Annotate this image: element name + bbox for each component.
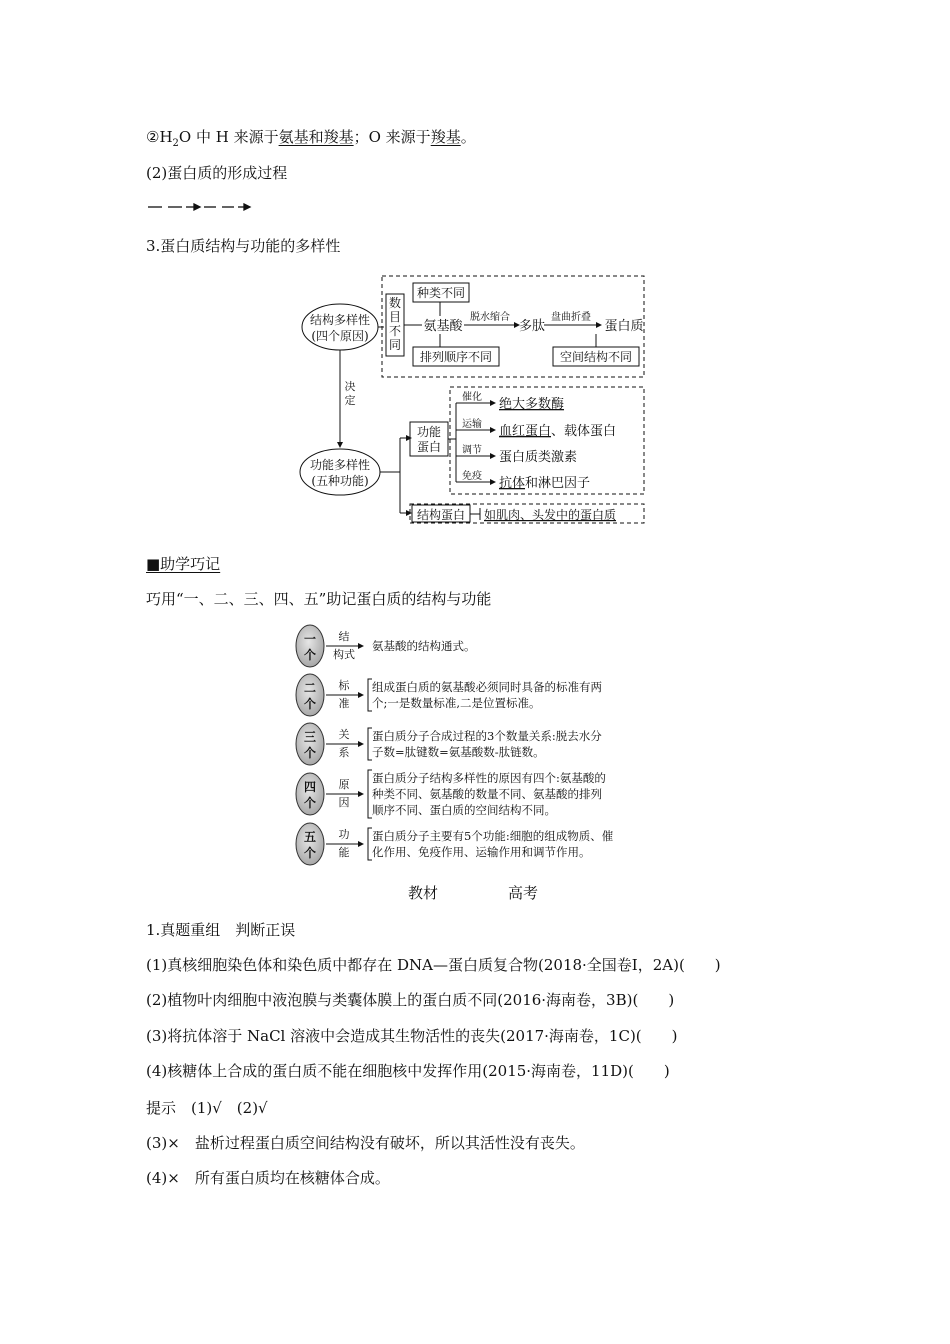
question-2: (2)植物叶肉细胞中液泡膜与类囊体膜上的蛋白质不同(2016·海南卷，3B)( ) xyxy=(146,991,675,1009)
function-protein-line1: 功能 xyxy=(416,425,442,439)
answer-blank-1: 氨基和羧基 xyxy=(278,128,354,146)
text-part: ②H xyxy=(146,128,173,146)
mnemonic-key-char: 构式 xyxy=(333,648,355,661)
immune-label: 免疫 xyxy=(462,471,482,482)
structure-oval-line1: 结构多样性 xyxy=(309,313,371,327)
mnemonic-row xyxy=(296,625,476,667)
space-label: 空间结构不同 xyxy=(559,350,633,364)
mnemonic-number-char: 五 xyxy=(303,830,317,844)
mnemonic-text-line: 组成蛋白质的氨基酸必须同时具备的标准有两 xyxy=(372,680,602,694)
order-label: 排列顺序不同 xyxy=(419,350,493,364)
text-part: 。 xyxy=(460,128,476,146)
question-3: (3)将抗体溶于 NaCl 溶液中会造成其生物活性的丧失(2017·海南卷，1C)( ) xyxy=(146,1027,678,1045)
mnemonic-row xyxy=(296,823,614,865)
mnemonic-row xyxy=(296,770,606,818)
mnemonic-text-line: 蛋白质分子主要有5个功能:细胞的组成物质、催 xyxy=(372,829,614,843)
protein-diversity-diagram xyxy=(290,270,650,532)
mnemonic-key-char: 能 xyxy=(338,846,350,859)
mnemonic-text-line: 种类不同、氨基酸的数量不同、氨基酸的排列 xyxy=(372,787,602,801)
text-part: O 中 H 来源于 xyxy=(178,128,279,146)
catalyze-label: 催化 xyxy=(462,392,482,403)
mnemonic-number-char: 个 xyxy=(303,648,317,662)
carrier-text: 、载体蛋白 xyxy=(551,424,617,439)
mnemonic-number-char: 二 xyxy=(303,681,317,695)
section-title-left: 教材 xyxy=(408,884,439,902)
dehydration-label: 脱水缩合 xyxy=(470,312,510,323)
antibody-answer: 抗体 xyxy=(499,476,526,491)
section-3-title: 3.蛋白质结构与功能的多样性 xyxy=(146,237,341,255)
mnemonic-number-char: 三 xyxy=(303,730,317,744)
mnemonic-diagram xyxy=(294,624,664,868)
mnemonic-key-char: 因 xyxy=(338,796,350,809)
function-oval-line1: 功能多样性 xyxy=(309,458,371,472)
answer-3: (3)× 盐析过程蛋白质空间结构没有破坏，所以其活性没有丧失。 xyxy=(146,1134,585,1152)
regulate-label: 调节 xyxy=(462,445,482,456)
hormone-text: 蛋白质类激素 xyxy=(499,450,578,465)
structure-oval xyxy=(302,304,378,350)
amino-acid-label: 氨基酸 xyxy=(423,319,463,334)
answer-4: (4)× 所有蛋白质均在核糖体合成。 xyxy=(146,1169,390,1187)
mnemonic-row xyxy=(296,674,602,716)
mnemonic-text-line: 化作用、免疫作用、运输作用和调节作用。 xyxy=(372,845,591,859)
blank-arrow-chain xyxy=(146,199,256,215)
function-oval xyxy=(300,449,380,495)
mnemonic-text-line: 子数=肽键数=氨基酸数-肽链数。 xyxy=(372,745,545,759)
lymph-text: 和淋巴因子 xyxy=(525,476,591,491)
mnemonic-text-line: 氨基酸的结构通式。 xyxy=(372,639,476,653)
kind-label: 种类不同 xyxy=(416,286,466,300)
mnemonic-intro: 巧用“一、二、三、四、五”助记蛋白质的结构与功能 xyxy=(146,590,492,608)
question-title: 1.真题重组 判断正误 xyxy=(146,921,296,939)
polypeptide-label: 多肽 xyxy=(518,319,546,334)
mnemonic-text-line: 顺序不同、蛋白质的空间结构不同。 xyxy=(372,803,556,817)
mnemonic-key-char: 准 xyxy=(338,697,350,710)
mnemonic-key-char: 功 xyxy=(338,828,350,841)
mnemonic-heading: ■助学巧记 xyxy=(146,555,221,573)
function-oval-line2: (五种功能) xyxy=(311,474,369,488)
mnemonic-text-line: 蛋白质分子合成过程的3个数量关系:脱去水分 xyxy=(372,729,602,743)
mnemonic-key-char: 结 xyxy=(338,630,350,643)
mnemonic-row xyxy=(296,723,602,765)
question-1: (1)真核细胞染色体和染色质中都存在 DNA—蛋白质复合物(2018·全国卷Ⅰ，2A)( ) xyxy=(146,956,721,974)
mnemonic-number-char: 个 xyxy=(303,746,317,760)
count-char-1: 数 xyxy=(388,296,402,310)
hemoglobin-answer: 血红蛋白 xyxy=(499,424,552,439)
hint-line: 提示 (1)√ (2)√ xyxy=(146,1099,268,1117)
decide-char-2: 定 xyxy=(344,394,356,407)
mnemonic-key-char: 原 xyxy=(338,778,350,791)
answer-blank-2: 羧基 xyxy=(430,128,461,146)
folding-label: 盘曲折叠 xyxy=(551,312,591,323)
function-protein-line2: 蛋白 xyxy=(416,440,442,454)
mnemonic-key-char: 系 xyxy=(338,746,350,759)
mnemonic-text-line: 蛋白质分子结构多样性的原因有四个:氨基酸的 xyxy=(372,771,606,785)
line-formation-process: (2)蛋白质的形成过程 xyxy=(146,164,288,182)
mnemonic-key-char: 关 xyxy=(338,728,350,741)
line-h2o-source xyxy=(146,127,476,154)
count-char-2: 目 xyxy=(388,310,402,324)
mnemonic-number-char: 个 xyxy=(303,846,317,860)
mnemonic-text-line: 个;一是数量标准,二是位置标准。 xyxy=(372,696,541,710)
enzyme-answer: 绝大多数酶 xyxy=(499,397,565,412)
decide-char-1: 决 xyxy=(344,380,356,393)
text-part: ；O 来源于 xyxy=(353,128,431,146)
subscript: 2 xyxy=(172,138,179,149)
mnemonic-number-char: 个 xyxy=(303,796,317,810)
transport-label: 运输 xyxy=(462,419,482,430)
mnemonic-number-char: 四 xyxy=(303,780,317,794)
struct-example: 如肌肉、头发中的蛋白质 xyxy=(484,508,617,522)
mnemonic-number-char: 一 xyxy=(303,632,317,646)
mnemonic-number-char: 个 xyxy=(303,697,317,711)
struct-protein-label: 结构蛋白 xyxy=(416,508,466,522)
structure-oval-line2: (四个原因) xyxy=(311,329,369,343)
mnemonic-key-char: 标 xyxy=(338,679,350,692)
protein-label: 蛋白质 xyxy=(604,319,644,334)
section-title-right: 高考 xyxy=(508,884,539,902)
count-char-4: 同 xyxy=(388,338,402,352)
count-char-3: 不 xyxy=(388,324,402,338)
question-4: (4)核糖体上合成的蛋白质不能在细胞核中发挥作用(2015·海南卷，11D)( ) xyxy=(146,1062,670,1080)
